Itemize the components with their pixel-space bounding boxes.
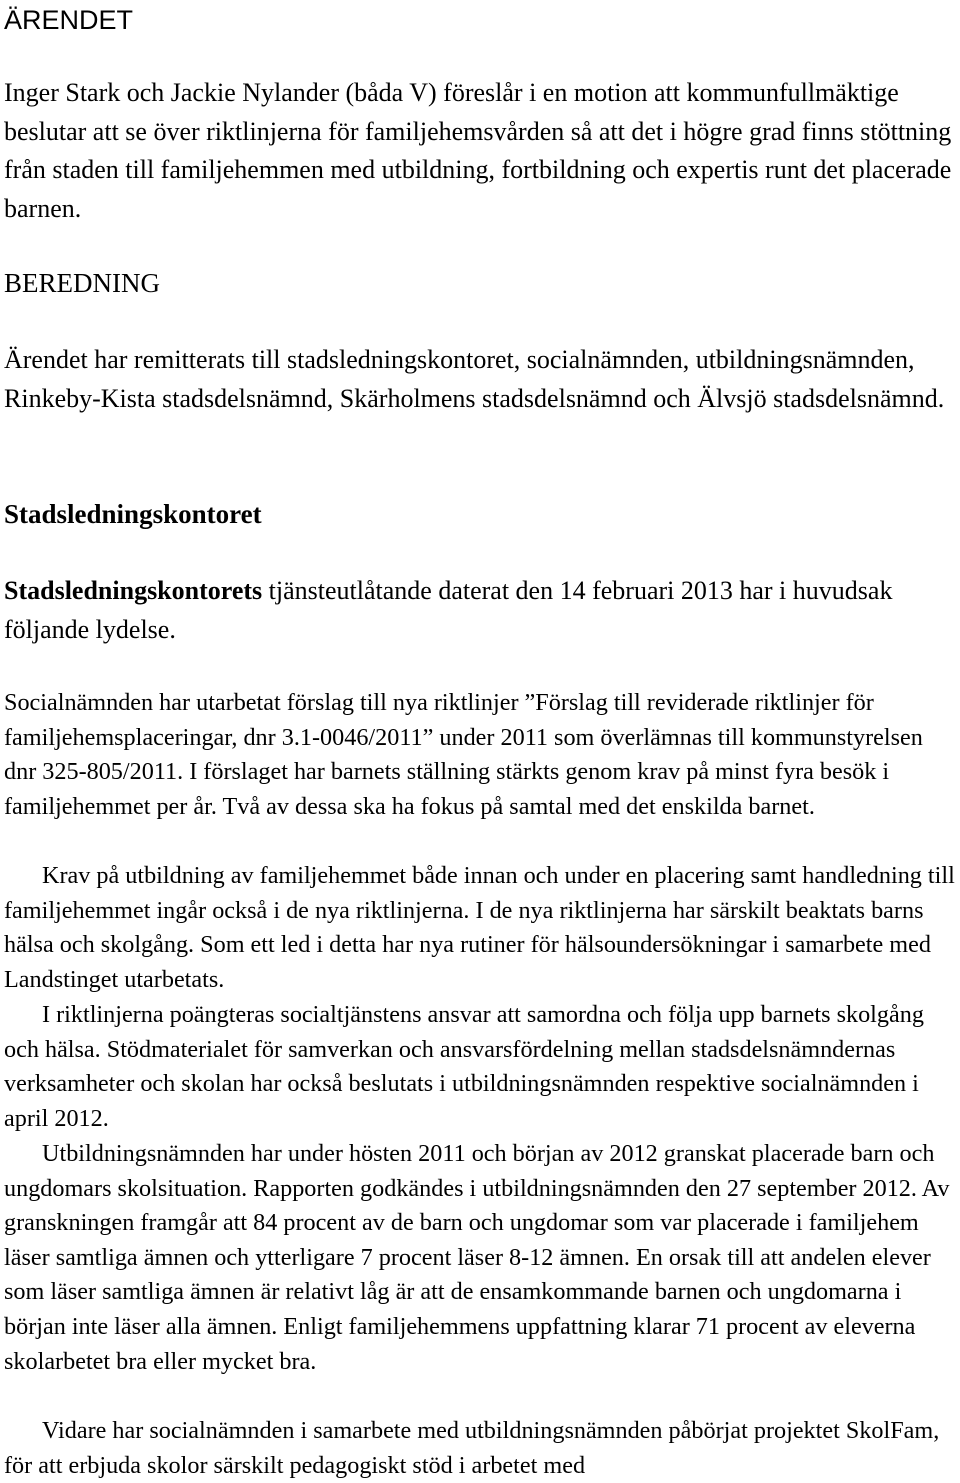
heading-stadsledningskontoret: Stadsledningskontoret — [4, 499, 262, 529]
paragraph-stadsledningskontoret — [4, 572, 956, 649]
paragraph-socialnamnden-4 — [4, 1137, 956, 1379]
paragraph-socialnamnden-1: Socialnämnden har utarbetat förslag till nya riktlinjer ”Förslag till reviderade riktlinjer för familjehemsplaceringar, dnr 3.1-0046/2011” under 2011 som överlämnas till kommunstyrelsen dnr 325-805/2011. I förslaget har barnets ställning stärkts genom krav på minst fyra besök i familjehemmet per år. Två av dessa ska ha fokus på samtal med det enskilda barnet. — [4, 689, 923, 820]
paragraph-beredning: Ärendet har remitterats till stadsledningskontoret, socialnämnden, utbildningsnämnden, Rinkeby-Kista stadsdelsnämnd, Skärholmens stadsdelsnämnd och Älvsjö stadsdelsnämnd. — [4, 345, 945, 413]
heading-arendet: ÄRENDET — [4, 5, 134, 35]
paragraph-socialnamnden-2-text: Krav på utbildning av familjehemmet både innan och under en placering samt handledning till familjehemmet ingår också i de nya riktlinjerna. I de nya riktlinjerna har särskilt beaktats barns hälsa och skolgång. Som ett led i detta har nya rutiner för hälsoundersökningar i samarbete med Landstinget utarbetats. — [4, 862, 955, 993]
heading-beredning: BEREDNING — [4, 268, 160, 298]
stadsledningskontorets-bold: Stadsledningskontorets — [4, 576, 263, 605]
stadsledningskontorets-rest: tjänsteutlåtande daterat den 14 februari 2013 har i huvudsak följande lydelse. — [4, 576, 893, 644]
paragraph-socialnamnden-5-text: Vidare har socialnämnden i samarbete med utbildningsnämnden påbörjat projektet SkolFam, för att erbjuda skolor särskilt pedagogiskt stöd i arbetet med — [4, 1417, 940, 1479]
paragraph-socialnamnden-2 — [4, 859, 956, 997]
paragraph-socialnamnden-3 — [4, 998, 956, 1136]
paragraph-socialnamnden-3-text: I riktlinjerna poängteras socialtjänstens ansvar att samordna och följa upp barnets skolgång och hälsa. Stödmaterialet för samverkan och ansvarsfördelning mellan stadsdelsnämndernas verksamheter och skolan har också beslutats i utbildningsnämnden respektive socialnämnden i april 2012. — [4, 1001, 924, 1132]
paragraph-socialnamnden-5 — [4, 1414, 956, 1483]
paragraph-socialnamnden-4-text: Utbildningsnämnden har under hösten 2011 och början av 2012 granskat placerade barn och ungdomars skolsituation. Rapporten godkändes i utbildningsnämnden den 27 september 2012. Av granskningen framgår att 84 procent av de barn och ungdomar som var placerade i familjehem läser samtliga ämnen och ytterligare 7 procent läser 8-12 ämnen. En orsak till att andelen elever som läser samtliga ämnen är relativt låg är att de ensamkommande barnen och ungdomarna i början inte läser alla ämnen. Enligt familjehemmens uppfattning klarar 71 procent av eleverna skolarbetet bra eller mycket bra. — [4, 1140, 950, 1375]
paragraph-intro: Inger Stark och Jackie Nylander (båda V) föreslår i en motion att kommunfullmäktige beslutar att se över riktlinjerna för familjehemsvården så att det i högre grad finns stöttning från staden till familjehemmen med utbildning, fortbildning och expertis runt det placerade barnen. — [4, 78, 952, 223]
